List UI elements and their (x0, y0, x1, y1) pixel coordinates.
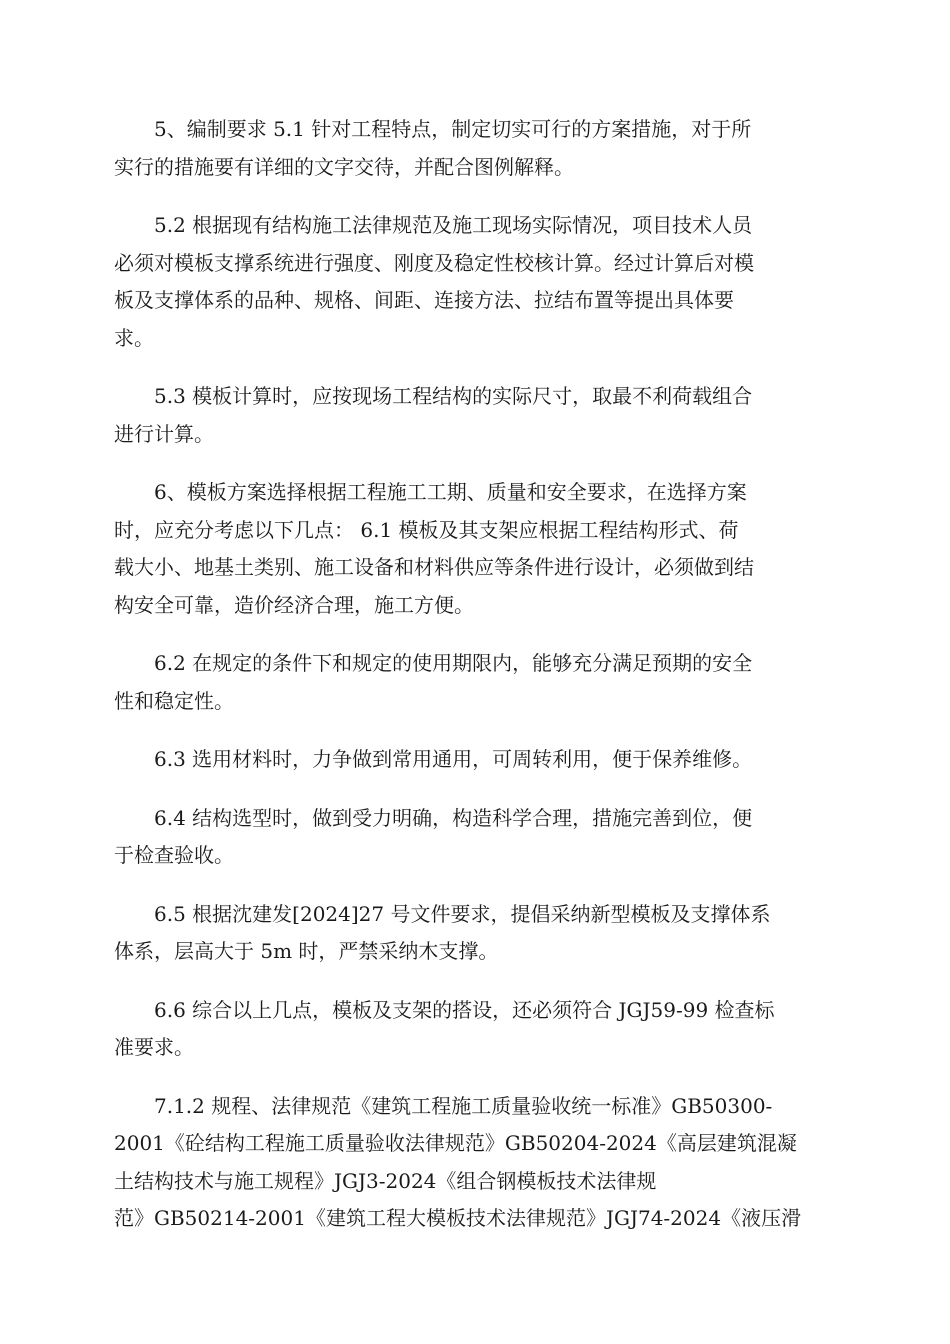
paragraph-6-3 (114, 741, 836, 779)
paragraph-6-5 (114, 896, 836, 971)
paragraph-5-2 (114, 207, 836, 357)
paragraph-line: 5、编制要求 5.1 针对工程特点，制定切实可行的方案措施，对于所 (154, 117, 752, 141)
paragraph-line: 求。 (114, 325, 154, 350)
paragraph-line: 6.4 结构选型时，做到受力明确，构造科学合理，措施完善到位，便 (154, 805, 753, 830)
paragraph-line: 2001《砼结构工程施工质量验收法律规范》GB50204-2024《高层建筑混凝 (114, 1131, 797, 1155)
paragraph-line: 5.2 根据现有结构施工法律规范及施工现场实际情况，项目技术人员 (154, 213, 753, 237)
paragraph-line: 时，应充分考虑以下几点： 6.1 模板及其支架应根据工程结构形式、荷 (114, 517, 739, 542)
paragraph-line: 实行的措施要有详细的文字交待，并配合图例解释。 (114, 154, 574, 179)
paragraph-line: 于检查验收。 (114, 843, 234, 867)
paragraph-line: 范》GB50214-2001《建筑工程大模板技术法律规范》JGJ74-2024《液压滑 (114, 1206, 802, 1230)
paragraph-line: 准要求。 (114, 1035, 194, 1059)
paragraph-line: 5.3 模板计算时，应按现场工程结构的实际尺寸，取最不利荷载组合 (154, 384, 753, 408)
paragraph-line: 6.2 在规定的条件下和规定的使用期限内，能够充分满足预期的安全 (154, 651, 753, 675)
document-page (114, 111, 836, 1259)
paragraph-7-1-2 (114, 1088, 836, 1238)
paragraph-line: 6、模板方案选择根据工程施工工期、质量和安全要求，在选择方案 (154, 480, 747, 504)
paragraph-6-2 (114, 645, 836, 720)
paragraph-line: 土结构技术与施工规程》JGJ3-2024《组合钢模板技术法律规 (114, 1168, 657, 1193)
paragraph-line: 7.1.2 规程、法律规范《建筑工程施工质量验收统一标准》GB50300- (154, 1093, 773, 1118)
paragraph-6-4 (114, 800, 836, 875)
paragraph-line: 6.6 综合以上几点，模板及支架的搭设，还必须符合 JGJ59-99 检查标 (154, 997, 775, 1022)
paragraph-line: 板及支撑体系的品种、规格、间距、连接方法、拉结布置等提出具体要 (114, 288, 734, 312)
paragraph-line: 构安全可靠，造价经济合理，施工方便。 (114, 592, 474, 617)
paragraph-6-6 (114, 992, 836, 1067)
paragraph-line: 6.3 选用材料时，力争做到常用通用，可周转利用，便于保养维修。 (154, 747, 753, 771)
paragraph-line: 体系，层高大于 5m 时，严禁采纳木支撑。 (114, 939, 499, 963)
paragraph-6 (114, 474, 836, 624)
paragraph-line: 载大小、地基土类别、施工设备和材料供应等条件进行设计，必须做到结 (114, 555, 754, 579)
paragraph-line: 进行计算。 (114, 421, 214, 446)
paragraph-line: 6.5 根据沈建发[2024]27 号文件要求，提倡采纳新型模板及支撑体系 (154, 901, 771, 926)
paragraph-line: 必须对模板支撑系统进行强度、刚度及稳定性校核计算。经过计算后对模 (114, 250, 754, 275)
paragraph-5-3 (114, 378, 836, 453)
paragraph-line: 性和稳定性。 (114, 688, 234, 713)
paragraph-5 (114, 111, 836, 186)
